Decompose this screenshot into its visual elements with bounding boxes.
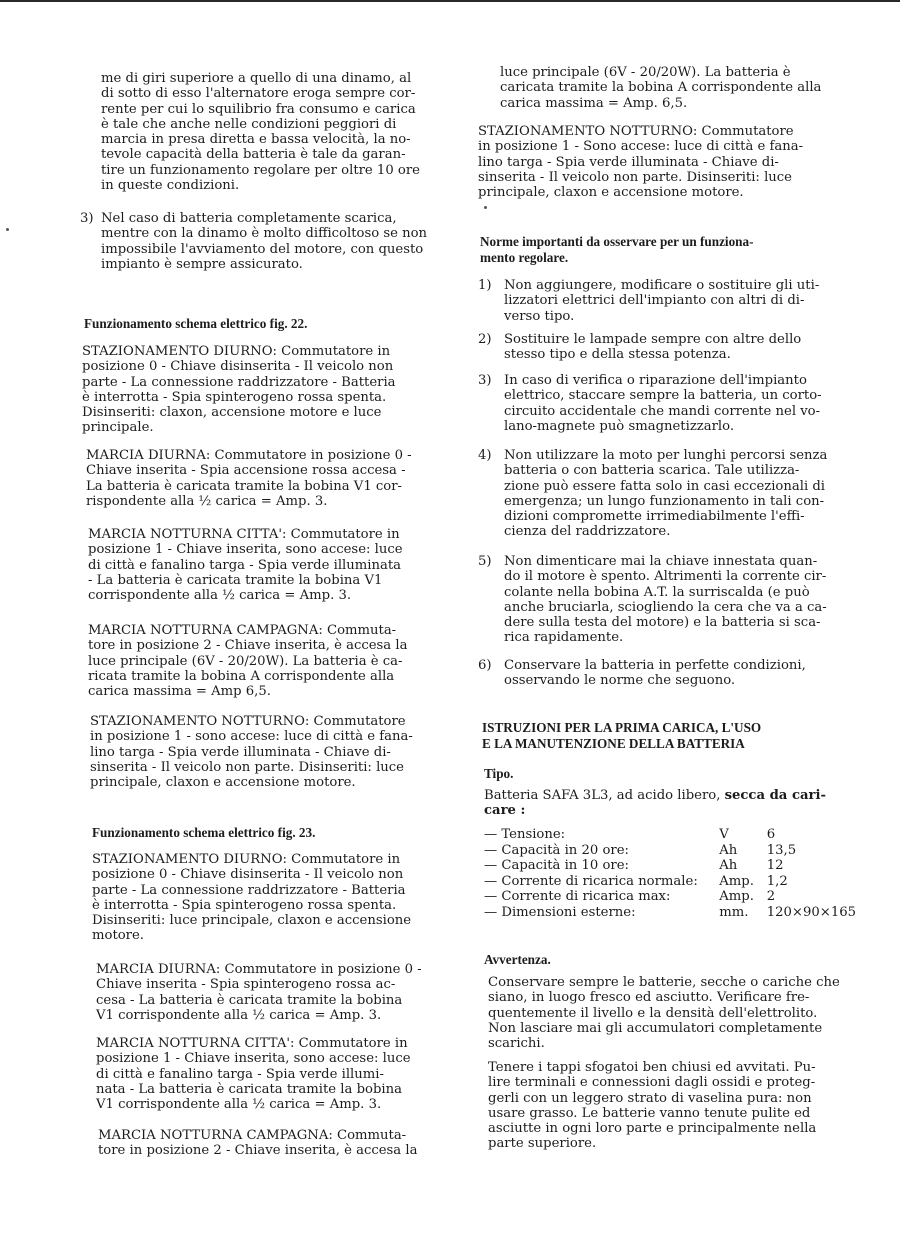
spec-value: 120×90×165 — [766, 904, 856, 920]
fig22-stazionamento-notturno: STAZIONAMENTO NOTTURNO: Commutatore in posizione 1 - sono accese: luce di città e fana- lino targa - Spia verde illuminata - Chiave di- sinserita - Il veicolo non parte. Disinseriti: luce principale, claxon e accensione motore. — [90, 714, 413, 791]
fig22-marcia-notturna-citta: MARCIA NOTTURNA CITTA': Commutatore in posizione 1 - Chiave inserita, sono accese: luce di città e fanalino targa - Spia verde illuminata - La batteria è caricata tramite la bobina V1 corrispondente alla ½ carica = Amp. 3. — [88, 527, 403, 604]
fig22-marcia-diurna: MARCIA DIURNA: Commutatore in posizione 0 - Chiave inserita - Spia accensione rossa accesa - La batteria è caricata tramite la bobina V1 cor- rispondente alla ½ carica = Amp. 3. — [86, 448, 412, 509]
list-text: Nel caso di batteria completamente scarica, mentre con la dinamo è molto difficoltoso se non impossibile l'avviamento del motore, con questo impianto è sempre assicurato. — [101, 211, 428, 272]
spec-unit: Amp. — [719, 889, 754, 904]
spec-unit: Ah — [719, 842, 738, 858]
list-number: 6) — [478, 658, 492, 673]
spec-unit: mm. — [719, 904, 749, 920]
list-number: 5) — [478, 554, 492, 569]
list-item — [80, 211, 452, 272]
tipo-text-prefix: Batteria SAFA 3L3, ad acido libero, — [484, 788, 725, 803]
specs-table — [484, 827, 856, 920]
spec-value: 12 — [766, 858, 784, 873]
avvertenza-paragraph-1: Conservare sempre le batterie, secche o cariche che siano, in luogo fresco ed asciutto. Verificare fre- quentemente il livello e la densità dell'elettrolito. Non lasciare mai gli accumulatori completamente scarichi. — [488, 975, 840, 1052]
list-item — [478, 278, 850, 324]
tipo-text-bold: secca da cari- care : — [484, 788, 826, 819]
margin-mark — [484, 206, 487, 209]
spec-label: — Corrente di ricarica normale: — [484, 873, 698, 889]
campagna-continuation: luce principale (6V - 20/20W). La batteria è caricata tramite la bobina A corrispondente alla carica massima = Amp. 6,5. — [500, 65, 822, 111]
spec-row — [484, 827, 856, 843]
list-text: Conservare la batteria in perfette condizioni, osservando le norme che seguono. — [504, 658, 806, 689]
spec-row — [484, 905, 856, 921]
list-item — [478, 658, 850, 689]
list-number: 4) — [478, 448, 492, 463]
section-heading-fig22: Funzionamento schema elettrico fig. 22. — [84, 316, 308, 331]
list-number: 2) — [478, 332, 492, 347]
battery-specs — [484, 827, 856, 920]
spec-row — [484, 858, 856, 874]
list-text: In caso di verifica o riparazione dell'impianto elettrico, staccare sempre la batteria, un corto- circuito accidentale che mandi corrente nel vo- lano-magnete può smagnetizzarlo. — [504, 373, 822, 434]
avvertenza-paragraph-2: Tenere i tappi sfogatoi ben chiusi ed avvitati. Pu- lire terminali e connessioni dagli ossidi e proteg- gerli con un leggero strato di vaselina pura: non usare grasso. Le batterie vanno tenute pulite ed asciutte in ogni loro parte e principalmente nella parte superiore. — [488, 1060, 817, 1152]
spec-label: — Corrente di ricarica max: — [484, 889, 671, 904]
fig22-marcia-notturna-campagna: MARCIA NOTTURNA CAMPAGNA: Commuta- tore in posizione 2 - Chiave inserita, è accesa la luce principale (6V - 20/20W). La batteria è ca- ricata tramite la bobina A corrispondente alla carica massima = Amp 6,5. — [88, 623, 408, 700]
list-number: 3) — [478, 373, 492, 388]
spec-label: — Capacità in 20 ore: — [484, 842, 629, 858]
list-number: 1) — [478, 278, 492, 293]
section-heading-fig23: Funzionamento schema elettrico fig. 23. — [92, 825, 316, 840]
fig23-marcia-notturna-citta: MARCIA NOTTURNA CITTA': Commutatore in posizione 1 - Chiave inserita, sono accese: luce di città e fanalino targa - Spia verde illumi- nata - La batteria è caricata tramite la bobina V1 corrispondente alla ½ carica = Amp. 3. — [96, 1036, 411, 1113]
list-text: Sostituire le lampade sempre con altre dello stesso tipo e della stessa potenza. — [504, 332, 802, 363]
avvertenza-heading: Avvertenza. — [484, 952, 551, 967]
list-text: Non dimenticare mai la chiave innestata quan- do il motore è spento. Altrimenti la corrente cir- colante nella bobina A.T. la surriscalda (e può anche bruciarla, sciogliendo la cera che va a ca- dere sulla testa del motore) e la batteria si sca- rica rapidamente. — [504, 554, 827, 646]
spec-unit: Amp. — [719, 873, 754, 889]
tipo-heading: Tipo. — [484, 766, 514, 781]
intro-paragraph: me di giri superiore a quello di una dinamo, al di sotto di esso l'alternatore eroga sempre cor- rente per cui lo squilibrio fra consumo e carica è tale che anche nelle condizioni peggiori di marcia in presa diretta e bassa velocità, la no- tevole capacità della batteria è tale da garan- tire un funzionamento regolare per oltre 10 ore in queste condizioni. — [101, 71, 420, 194]
margin-mark — [6, 228, 9, 231]
top-border-line — [0, 0, 900, 2]
list-text: Non aggiungere, modificare o sostituire gli uti- lizzatori elettrici dell'impianto con altri di di- verso tipo. — [504, 278, 820, 324]
norme-heading: Norme importanti da osservare per un funziona- mento regolare. — [480, 234, 754, 265]
spec-value: 13,5 — [766, 842, 797, 858]
spec-label: — Capacità in 10 ore: — [484, 858, 629, 873]
spec-row — [484, 889, 856, 905]
spec-value: 1,2 — [766, 873, 788, 889]
fig23-marcia-diurna: MARCIA DIURNA: Commutatore in posizione 0 - Chiave inserita - Spia spinterogeno rossa ac- cesa - La batteria è caricata tramite la bobina V1 corrispondente alla ½ carica = Amp. 3. — [96, 962, 422, 1023]
fig23-stazionamento-notturno: STAZIONAMENTO NOTTURNO: Commutatore in posizione 1 - Sono accese: luce di città e fana- lino targa - Spia verde illuminata - Chiave di- sinserita - Il veicolo non parte. Disinseriti: luce principale, claxon e accensione motore. — [478, 124, 804, 201]
fig22-stazionamento-diurno: STAZIONAMENTO DIURNO: Commutatore in posizione 0 - Chiave disinserita - Il veicolo non parte - La connessione raddrizzatore - Batteria è interrotta - Spia spinterogeno rossa spenta. Disinseriti: claxon, accensione motore e luce principale. — [82, 344, 396, 436]
spec-value: 6 — [766, 827, 776, 842]
list-item — [478, 554, 850, 646]
spec-value: 2 — [766, 889, 776, 904]
list-item — [478, 373, 850, 434]
spec-row — [484, 843, 856, 859]
fig23-marcia-notturna-campagna: MARCIA NOTTURNA CAMPAGNA: Commuta- tore in posizione 2 - Chiave inserita, è accesa la — [98, 1128, 418, 1159]
list-item — [478, 332, 850, 363]
spec-unit: Ah — [719, 858, 738, 873]
list-number: 3) — [80, 211, 94, 226]
spec-label: — Tensione: — [484, 827, 566, 842]
fig23-stazionamento-diurno: STAZIONAMENTO DIURNO: Commutatore in posizione 0 - Chiave disinserita - Il veicolo non parte - La connessione raddrizzatore - Batteria è interrotta - Spia spinterogeno rossa spenta. Disinseriti: luce principale, claxon e accensione motore. — [92, 852, 412, 944]
list-item — [478, 448, 850, 540]
spec-unit: V — [719, 827, 729, 842]
list-text: Non utilizzare la moto per lunghi percorsi senza batteria o con batteria scarica. Tale utilizza- zione può essere fatta solo in casi eccezionali di emergenza; un lungo funzionamento in tali con- dizioni compromette irrimediabilmente l'effi- cienza del raddrizzatore. — [504, 448, 828, 540]
spec-label: — Dimensioni esterne: — [484, 904, 636, 920]
tipo-text — [484, 788, 850, 819]
spec-row — [484, 874, 856, 890]
istruzioni-heading: ISTRUZIONI PER LA PRIMA CARICA, L'USO E LA MANUTENZIONE DELLA BATTERIA — [482, 720, 762, 751]
